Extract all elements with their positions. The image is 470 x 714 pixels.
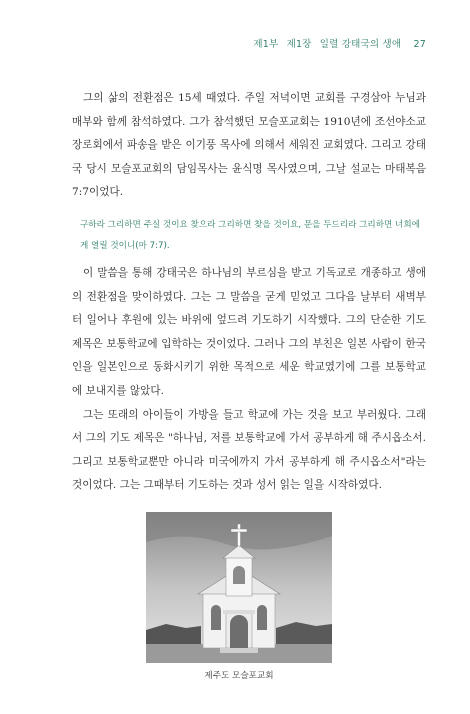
header-part: 제1부 [253,39,279,50]
header-chapter-title: 일렬 강태국의 생애 [319,39,402,50]
paragraph-3: 그는 또래의 아이들이 가방을 들고 학교에 가는 것을 보고 부러웠다. 그래서 그의 기도 제목은 "하나님, 저를 보통학교에 가서 공부하게 해 주시옵소서. 그리고 보통학교뿐만 아니라 미국에까지 가서 공부하게 해 주시옵소서"라는 것이었다. 그는 그때부터 기도하는 것과 성서 읽는 일을 시작하였다. [72,408,426,492]
body-section-2 [72,262,426,498]
scripture-quote: 구하라 그리하면 주실 것이요 찾으라 그리하면 찾을 것이요, 문을 두드리라 그리하면 너희에게 열릴 것이니(마 7:7). [80,220,420,251]
running-header [248,36,426,50]
church-illustration [146,512,332,663]
church-photo [146,512,332,663]
page-number: 27 [413,39,426,50]
paragraph-1: 그의 삶의 전환점은 15세 때였다. 주일 저녁이면 교회를 구경삼아 누님과 매부와 함께 참석하였다. 그가 참석했던 모슬포교회는 1910년에 조선야소교장로회에서 파송을 받은 이기풍 목사에 의해서 세워진 교회였다. 그리고 강태국 당시 모슬포교회의 담임목사는 윤식명 목사였으며, 그날 설교는 마태복음 7:7이었다. [72,92,426,199]
body-section-1 [72,87,426,205]
photo-caption: 제주도 모슬포교회 [204,671,274,681]
paragraph-2: 이 말씀을 통해 강태국은 하나님의 부르심을 받고 기독교로 개종하고 생애의 전환점을 맞이하였다. 그는 그 말씀을 굳게 믿었고 그다음 날부터 새벽부터 일어나 후원에 있는 바위에 엎드려 기도하기 시작했다. 그의 단순한 기도 제목은 보통학교에 입학하는 것이었다. 그러나 그의 부친은 일본 사람이 한국인을 일본인으로 동화시키기 위한 목적으로 세운 학교였기에 그를 보통학교에 보내지를 않았다. [72,267,426,397]
header-chapter: 제1장 [286,39,312,50]
